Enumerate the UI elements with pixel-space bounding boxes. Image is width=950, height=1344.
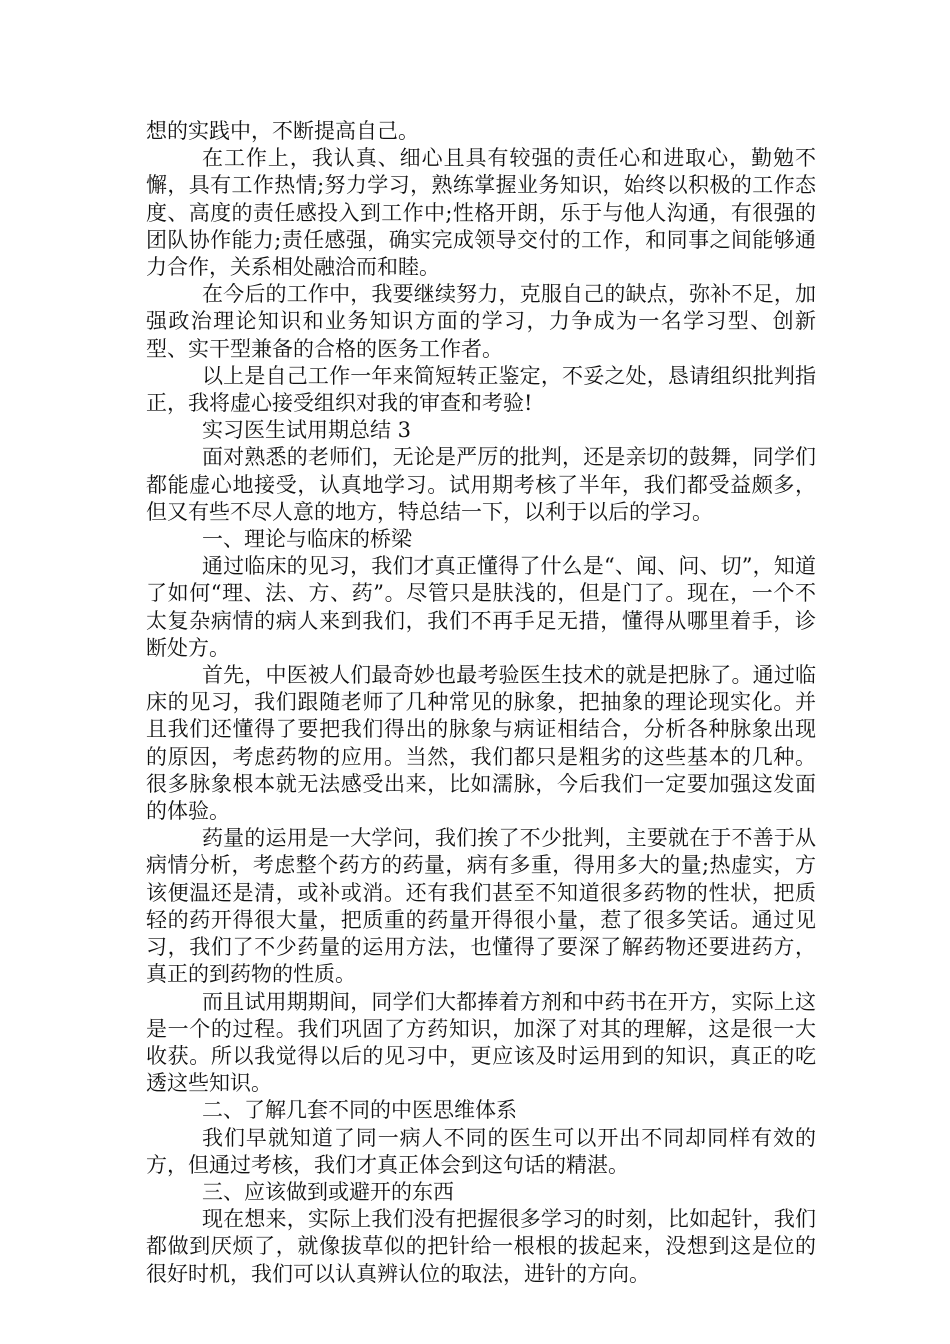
paragraph-4: 以上是自己工作一年来简短转正鉴定，不妥之处，恳请组织批判指正，我将虚心接受组织对我的审查和考验! (146, 363, 816, 416)
paragraph-9: 而且试用期期间，同学们大都捧着方剂和中药书在开方，实际上这是一个的过程。我们巩固了方药知识，加深了对其的理解，这是很一大收获。所以我觉得以后的见习中，更应该及时运用到的知识，真正的吃透这些知识。 (146, 989, 816, 1096)
document-body (146, 118, 816, 1288)
paragraph-1: 想的实践中，不断提高自己。 (146, 119, 419, 143)
paragraph-10: 我们早就知道了同一病人不同的医生可以开出不同却同样有效的方，但通过考核，我们才真正体会到这句话的精湛。 (146, 1125, 816, 1177)
paragraph-7: 首先，中医被人们最奇妙也最考验医生技术的就是把脉了。通过临床的见习，我们跟随老师了几种常见的脉象，把抽象的理论现实化。并且我们还懂得了要把我们得出的脉象与病证相结合，分析各种脉象出现的原因，考虑药物的应用。当然，我们都只是粗劣的这些基本的几种。很多脉象根本就无法感受出来，比如濡脉，今后我们一定要加强这发面的体验。 (146, 663, 816, 824)
paragraph-11: 现在想来，实际上我们没有把握很多学习的时刻，比如起针，我们都做到厌烦了，就像拔草似的把针给一根根的拔起来，没想到这是位的很好时机，我们可以认真辨认位的取法，进针的方向。 (146, 1207, 816, 1286)
paragraph-6: 通过临床的见习，我们才真正懂得了什么是“、闻、问、切”，知道了如何“理、法、方、药”。尽管只是肤浅的，但是门了。现在，一个不太复杂病情的病人来到我们，我们不再手足无措，懂得从哪里着手，诊断处方。 (146, 554, 816, 660)
heading-2: 二、了解几套不同的中医思维体系 (202, 1098, 517, 1123)
paragraph-5: 面对熟悉的老师们，无论是严厉的批判，还是亲切的鼓舞，同学们都能虚心地接受，认真地学习。试用期考核了半年，我们都受益颇多，但又有些不尽人意的地方，特总结一下，以利于以后的学习。 (146, 445, 816, 524)
section-title: 实习医生试用期总结 3 (202, 418, 412, 443)
paragraph-8: 药量的运用是一大学问，我们挨了不少批判，主要就在于不善于从病情分析，考虑整个药方的药量，病有多重，得用多大的量;热虚实，方该便温还是清，或补或消。还有我们甚至不知道很多药物的性状，把质轻的药开得很大量，把质重的药量开得很小量，惹了很多笑话。通过见习，我们了不少药量的运用方法，也懂得了要深了解药物还要进药方，真正的到药物的性质。 (146, 826, 816, 987)
heading-3: 三、应该做到或避开的东西 (202, 1179, 454, 1204)
paragraph-2: 在工作上，我认真、细心且具有较强的责任心和进取心，勤勉不懈，具有工作热情;努力学习，熟练掌握业务知识，始终以积极的工作态度、高度的责任感投入到工作中;性格开朗，乐于与他人沟通，有很强的团队协作能力;责任感强，确实完成领导交付的工作，和同事之间能够通力合作，关系相处融洽而和睦。 (146, 146, 816, 280)
paragraph-3: 在今后的工作中，我要继续努力，克服自己的缺点，弥补不足，加强政治理论知识和业务知识方面的学习，力争成为一名学习型、创新型、实干型兼备的合格的医务工作者。 (146, 282, 816, 361)
heading-1: 一、理论与临床的桥梁 (202, 527, 412, 552)
